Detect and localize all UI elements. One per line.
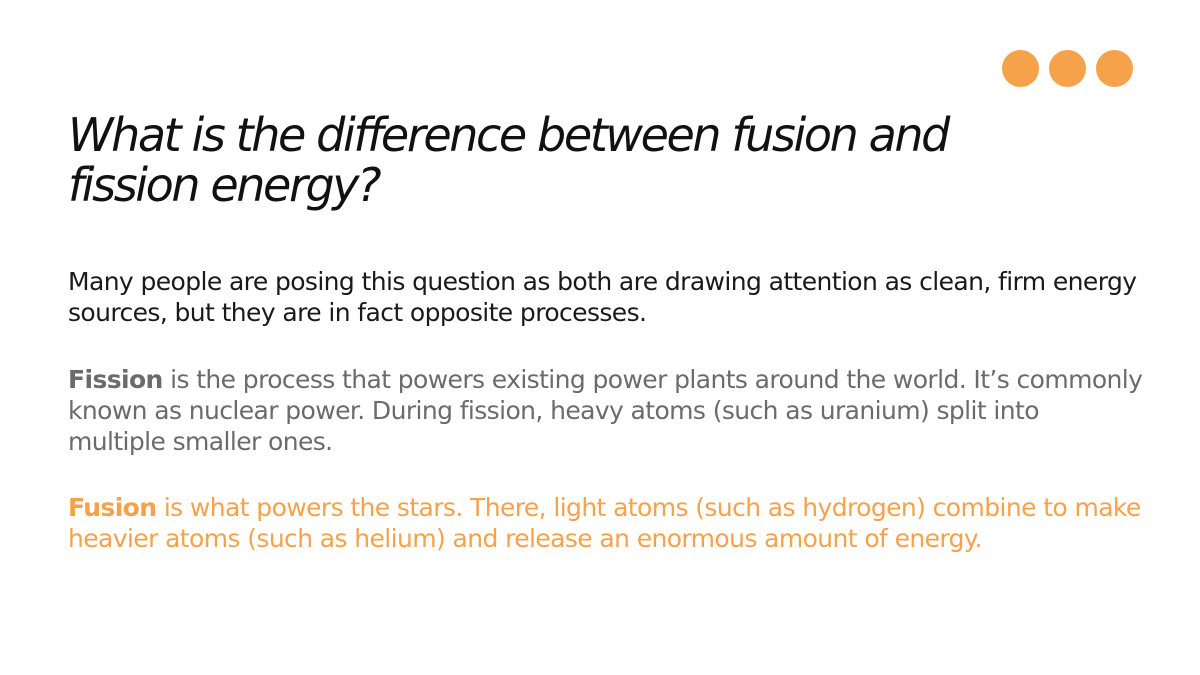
dot-2: [1049, 50, 1086, 87]
three-dots-icon: [1002, 50, 1133, 87]
slide-title: What is the difference between fusion and fission energy?: [68, 108, 948, 212]
fusion-paragraph: [68, 492, 1143, 554]
dot-3: [1096, 50, 1133, 87]
fission-term: Fission: [68, 365, 163, 394]
fusion-term: Fusion: [68, 493, 157, 522]
fission-paragraph: [68, 364, 1143, 457]
fission-description: is the process that powers existing power plants around the world. It’s commonly known as nuclear power. During fission, heavy atoms (such as uranium) split into multiple smaller ones.: [68, 365, 1143, 456]
intro-paragraph: Many people are posing this question as both are drawing attention as clean, firm energy sources, but they are in fact opposite processes.: [68, 267, 1137, 327]
dot-1: [1002, 50, 1039, 87]
fusion-description: is what powers the stars. There, light atoms (such as hydrogen) combine to make heavier atoms (such as helium) and release an enormous amount of energy.: [68, 493, 1141, 553]
